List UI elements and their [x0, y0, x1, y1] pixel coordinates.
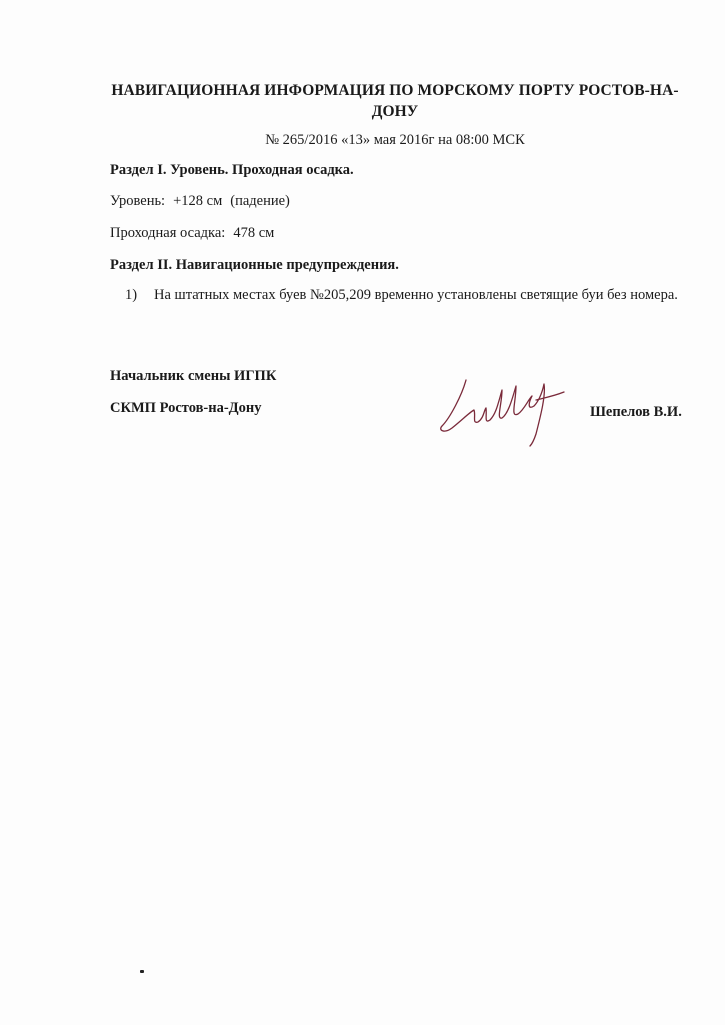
issue-line: № 265/2016 «13» мая 2016г на 08:00 МСК [265, 132, 525, 148]
warning-text: На штатных местах буев №205,209 временно установлены светящие буи без номера. [154, 287, 678, 303]
warning-item [125, 285, 685, 306]
document-title: НАВИГАЦИОННАЯ ИНФОРМАЦИЯ ПО МОРСКОМУ ПОРТУ РОСТОВ-НА-ДОНУ [111, 82, 679, 120]
draft-value: 478 см [233, 225, 275, 241]
warning-number: 1) [125, 287, 138, 303]
signer-name: Шепелов В.И. [590, 404, 682, 420]
level-trend: (падение) [230, 193, 290, 209]
draft-row [110, 225, 274, 242]
level-row [110, 193, 290, 210]
scan-speck [140, 970, 144, 973]
draft-label: Проходная осадка: [110, 225, 226, 241]
level-label: Уровень: [110, 193, 166, 209]
signer-position-line2: СКМП Ростов-на-Дону [110, 400, 262, 416]
section2-heading: Раздел II. Навигационные предупреждения. [110, 257, 399, 273]
handwritten-signature [432, 360, 572, 450]
section1-heading: Раздел I. Уровень. Проходная осадка. [110, 162, 354, 178]
signer-position-line1: Начальник смены ИГПК [110, 368, 277, 384]
level-value: +128 см [173, 193, 223, 209]
